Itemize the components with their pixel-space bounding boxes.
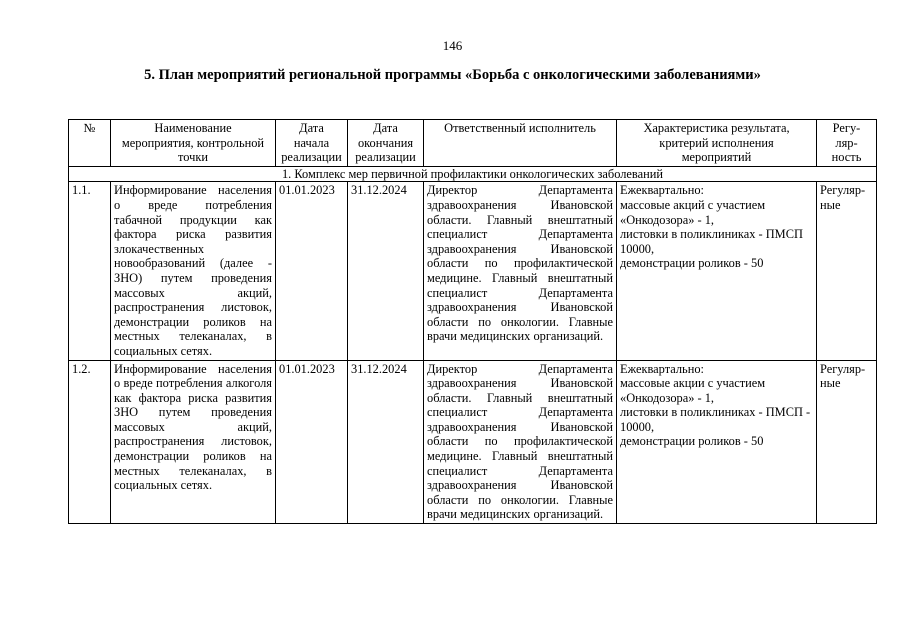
- header-start-date: [276, 120, 348, 167]
- row-result-line: Ежеквартально:: [620, 183, 704, 198]
- header-number: №: [69, 120, 111, 167]
- header-name-line: точки: [177, 150, 208, 165]
- section-row: [69, 166, 877, 182]
- section-heading: 5. План мероприятий региональной программы «Борьба с онкологическими заболеваниями»: [144, 67, 761, 83]
- table-row: [69, 182, 877, 360]
- row-regularity: [817, 182, 877, 360]
- row-start-date: 01.01.2023: [276, 360, 348, 524]
- header-regularity: [817, 120, 877, 167]
- row-name: Информирование населения о вреде потребления табачной продукции как фактора риска развития злокачественных новообразований (далее - ЗНО) путем проведения массовых акций, распространения листовок, демонстрации роликов на местных телеканалах, в социальных сетях.: [111, 182, 276, 360]
- header-regularity-line: ность: [831, 150, 862, 165]
- row-regularity-line: ные: [820, 376, 841, 391]
- row-end-date: 31.12.2024: [348, 360, 424, 524]
- row-number: 1.1.: [69, 182, 111, 360]
- row-result-line: массовые акций с участием «Онкодозора» - 1,: [620, 197, 766, 227]
- table-row: [69, 360, 877, 524]
- row-end-date: 31.12.2024: [348, 182, 424, 360]
- row-number: 1.2.: [69, 360, 111, 524]
- header-result-line: Характеристика результата,: [643, 121, 790, 135]
- header-responsible-line: Ответственный исполнитель: [444, 121, 596, 135]
- header-name: [111, 120, 276, 167]
- row-result-line: листовки в поликлиниках - ПМСП - 10000,: [620, 405, 811, 434]
- header-end-line: окончания: [357, 135, 414, 150]
- header-responsible: [424, 120, 617, 167]
- header-start-line: реализации: [281, 150, 342, 165]
- header-name-line: Наименование: [154, 121, 232, 135]
- row-regularity: [817, 360, 877, 524]
- row-result-line: демонстрации роликов - 50: [620, 434, 764, 449]
- header-result-line: критерий исполнения: [659, 135, 774, 150]
- row-regularity-line: ные: [820, 197, 841, 212]
- header-start-line: начала: [293, 135, 330, 150]
- row-regularity-line: Регуляр-: [820, 361, 866, 376]
- header-result-line: мероприятий: [681, 150, 752, 165]
- header-end-date: [348, 120, 424, 167]
- header-start-line: Дата: [299, 121, 324, 135]
- header-regularity-line: Регу-: [832, 121, 861, 135]
- row-result-line: листовки в поликлиниках - ПМСП 10000,: [620, 227, 803, 256]
- row-name: Информирование населения о вреде потребления алкоголя как фактора риска развития ЗНО путем проведения массовых акций, распространения листовок, демонстрации роликов на местных телеканалах, в социальных сетях.: [111, 360, 276, 524]
- row-responsible: Директор Департамента здравоохранения Ивановской области. Главный внештатный специалист Департамента здравоохранения Ивановской области по профилактической медицине. Главный внештатный специалист Департамента здравоохранения Ивановской области по онкологии. Главные врачи медицинских организаций.: [424, 360, 617, 524]
- program-table: [68, 119, 877, 524]
- row-result-line: демонстрации роликов - 50: [620, 256, 764, 271]
- row-responsible: Директор Департамента здравоохранения Ивановской области. Главный внештатный специалист Департамента здравоохранения Ивановской области по профилактической медицине. Главный внештатный специалист Департамента здравоохранения Ивановской области по онкологии. Главные врачи медицинских организаций.: [424, 182, 617, 360]
- header-end-line: Дата: [373, 121, 398, 135]
- row-regularity-line: Регуляр-: [820, 183, 866, 198]
- header-name-line: мероприятия, контрольной: [121, 135, 265, 150]
- table-header-row: [69, 120, 877, 167]
- row-result-line: Ежеквартально:: [620, 361, 704, 376]
- header-result: [617, 120, 817, 167]
- header-regularity-line: ляр-: [835, 135, 858, 150]
- row-result: [617, 360, 817, 524]
- header-end-line: реализации: [355, 150, 416, 165]
- row-result-line: массовые акции с участием «Онкодозора» - 1,: [620, 376, 766, 405]
- row-result: [617, 182, 817, 360]
- section-title: 1. Комплекс мер первичной профилактики онкологических заболеваний: [69, 166, 877, 182]
- page-number: 146: [442, 38, 463, 53]
- row-start-date: 01.01.2023: [276, 182, 348, 360]
